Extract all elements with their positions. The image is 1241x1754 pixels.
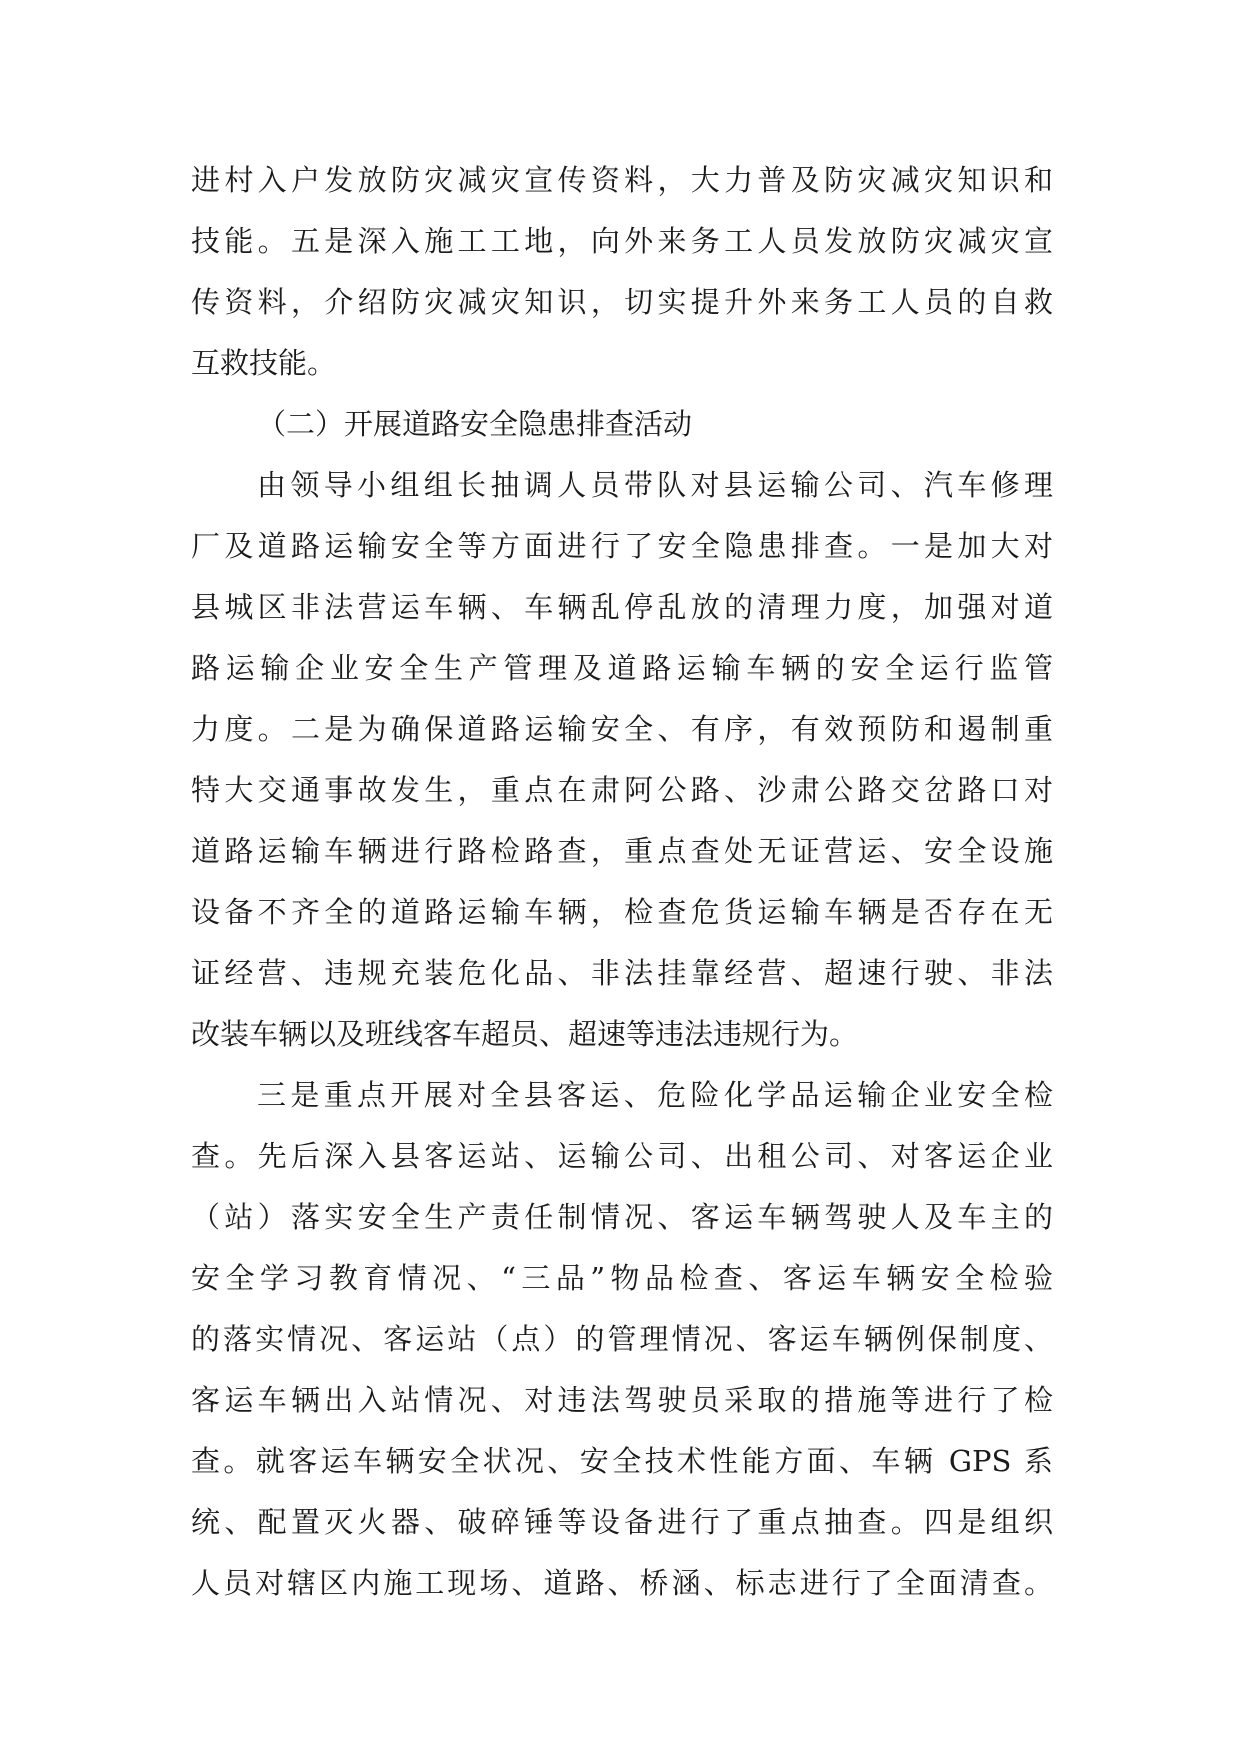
section-heading: （二）开展道路安全隐患排查活动 bbox=[257, 407, 693, 441]
text-line: 设备不齐全的道路运输车辆，检查危货运输车辆是否存在无 bbox=[191, 895, 1053, 929]
text-line: 的落实情况、客运站（点）的管理情况、客运车辆例保制度、 bbox=[191, 1322, 1053, 1356]
text-line: 道路运输车辆进行路检路查，重点查处无证营运、安全设施 bbox=[191, 834, 1053, 868]
text-line: 进村入户发放防灾减灾宣传资料，大力普及防灾减灾知识和 bbox=[191, 163, 1053, 197]
text-line: 特大交通事故发生，重点在肃阿公路、沙肃公路交岔路口对 bbox=[191, 773, 1053, 807]
text-line: 证经营、违规充装危化品、非法挂靠经营、超速行驶、非法 bbox=[191, 956, 1053, 990]
text-line: 县城区非法营运车辆、车辆乱停乱放的清理力度，加强对道 bbox=[191, 590, 1053, 624]
text-line: 查。先后深入县客运站、运输公司、出租公司、对客运企业 bbox=[191, 1139, 1053, 1173]
text-line: 力度。二是为确保道路运输安全、有序，有效预防和遏制重 bbox=[191, 712, 1053, 746]
text-line: 统、配置灭火器、破碎锤等设备进行了重点抽查。四是组织 bbox=[191, 1505, 1053, 1539]
text-line: 由领导小组组长抽调人员带队对县运输公司、汽车修理 bbox=[257, 468, 1053, 502]
text-line: 安全学习教育情况、“三品”物品检查、客运车辆安全检验 bbox=[191, 1261, 1053, 1295]
text-line: 技能。五是深入施工工地，向外来务工人员发放防灾减灾宣 bbox=[191, 224, 1053, 258]
text-line: 改装车辆以及班线客车超员、超速等违法违规行为。 bbox=[191, 1017, 859, 1051]
text-line: 互救技能。 bbox=[191, 346, 337, 380]
text-line: 路运输企业安全生产管理及道路运输车辆的安全运行监管 bbox=[191, 651, 1053, 685]
text-line: 厂及道路运输安全等方面进行了安全隐患排查。一是加大对 bbox=[191, 529, 1053, 563]
text-line: 人员对辖区内施工现场、道路、桥涵、标志进行了全面清查。 bbox=[191, 1566, 1053, 1600]
text-line: 传资料，介绍防灾减灾知识，切实提升外来务工人员的自救 bbox=[191, 285, 1053, 319]
text-line: （站）落实安全生产责任制情况、客运车辆驾驶人及车主的 bbox=[191, 1200, 1053, 1234]
text-line: 三是重点开展对全县客运、危险化学品运输企业安全检 bbox=[257, 1078, 1053, 1112]
body-text bbox=[191, 150, 1053, 1614]
text-line: 客运车辆出入站情况、对违法驾驶员采取的措施等进行了检 bbox=[191, 1383, 1053, 1417]
text-line: 查。就客运车辆安全状况、安全技术性能方面、车辆 GPS 系 bbox=[191, 1444, 1053, 1478]
